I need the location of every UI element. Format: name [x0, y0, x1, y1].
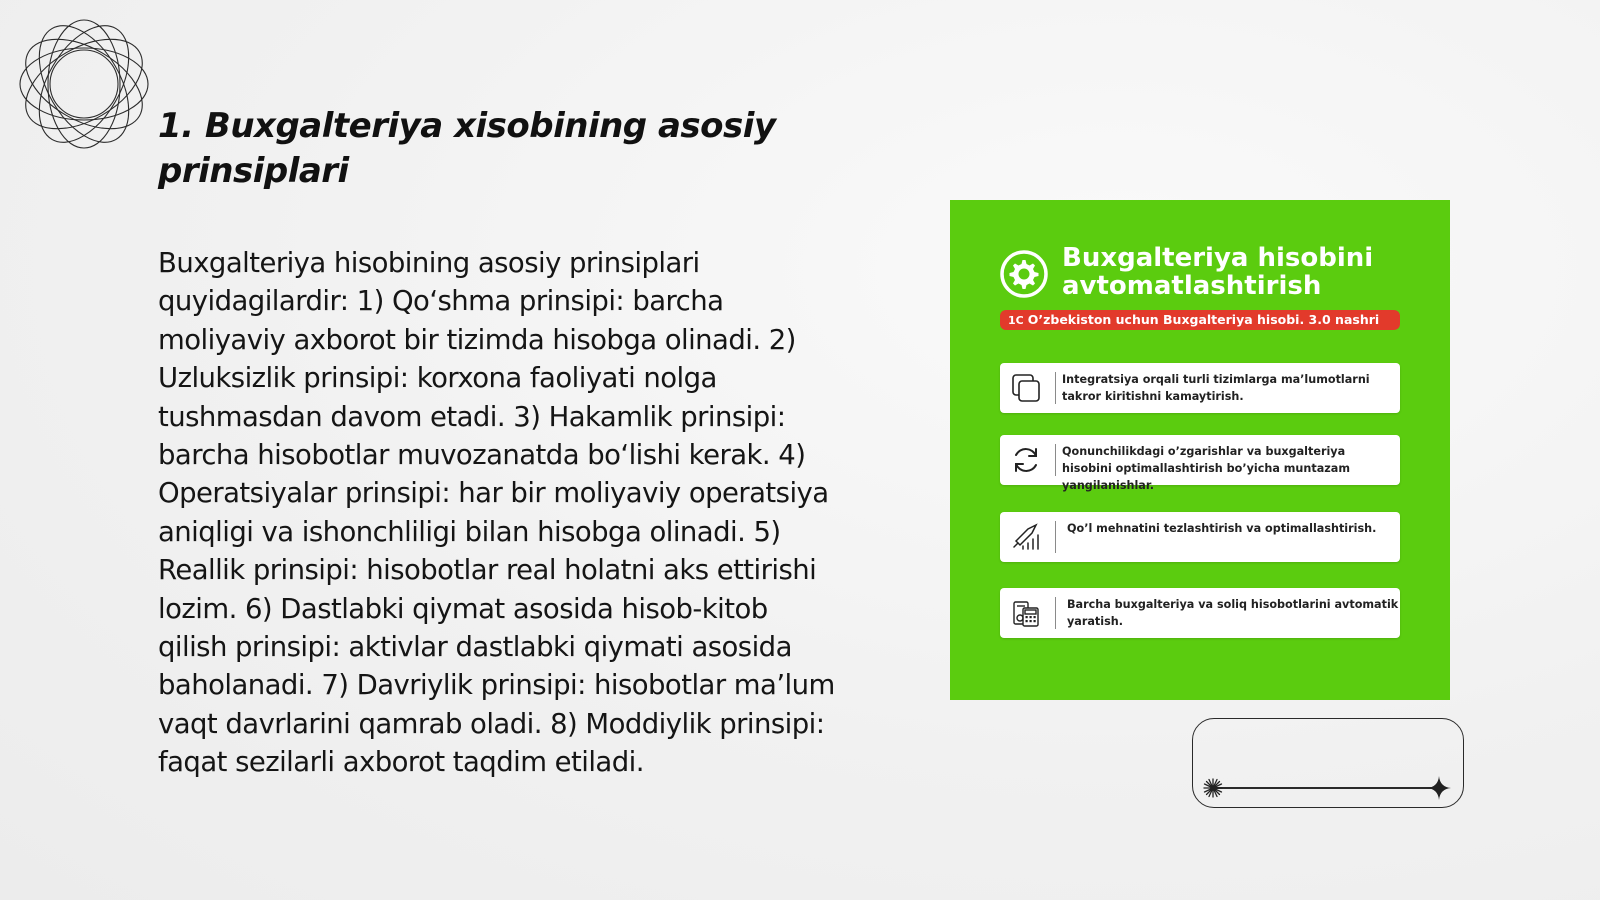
- feature-item: [1000, 435, 1400, 492]
- sparkle-icon: [1201, 776, 1225, 800]
- slide-body-text: Buxgalteriya hisobining asosiy prinsiplari quyidagilardir: 1) Qo‘shma prinsipi: barcha moliyaviy axborot bir tizimda hisobga olinadi. 2) Uzluksizlik prinsipi: korxona faoliyati nolga tushmasdan davom etadi. 3) Hakamlik prinsipi: barcha hisobotlar muvozanatda bo‘lishi kerak. 4) Operatsiyalar prinsipi: har bir moliyaviy operatsiya aniqligi va ishonchliligi bilan hisobga olinadi. 5) Reallik prinsipi: hisobotlar real holatni aks ettirishi lozim. 6) Dastlabki qiymat asosida hisob-kitob qilish prinsipi: aktivlar dastlabki qiymati asosida baholanadi. 7) Davriylik prinsipi: hisobotlar ma’lum vaqt davrlarini qamrab oladi. 8) Moddiylik prinsipi: faqat sezilarli axborot taqdim etiladi.: [158, 247, 835, 779]
- feature-divider: [1055, 521, 1056, 553]
- integration-icon: [1010, 372, 1042, 404]
- feature-divider: [1055, 444, 1056, 476]
- feature-item: [1000, 588, 1400, 638]
- feature-text: Qonunchilikdagi o’zgarishlar va buxgalteriya hisobini optimallashtirish bo’yicha muntazam yangilanishlar.: [1062, 445, 1350, 492]
- feature-text: Qo’l mehnatini tezlashtirish va optimallashtirish.: [1067, 522, 1377, 535]
- ornament-icon: [10, 10, 158, 158]
- promo-title: Buxgalteriya hisobini avtomatlashtirish: [1062, 243, 1374, 301]
- feature-text: Integratsiya orqali turli tizimlarga ma’lumotlarni takror kiritishni kamaytirish.: [1062, 373, 1370, 403]
- feature-text: Barcha buxgalteriya va soliq hisobotlarini avtomatik yaratish.: [1067, 598, 1399, 628]
- rocket-growth-icon: [1010, 521, 1042, 553]
- feature-item: [1000, 512, 1400, 562]
- brand-1c-icon: 1C: [1008, 314, 1024, 327]
- feature-divider: [1055, 372, 1056, 404]
- slide-title: 1. Buxgalteriya xisobining asosiy prinsiplari: [158, 106, 776, 191]
- feature-item: [1000, 363, 1400, 413]
- gear-icon: [998, 248, 1050, 300]
- promo-subtitle-badge: [1000, 310, 1400, 330]
- promo-card: [950, 200, 1450, 700]
- decorative-capsule-frame: [1192, 718, 1464, 808]
- promo-subtitle: O’zbekiston uchun Buxgalteriya hisobi. 3.0 nashri: [1027, 312, 1380, 327]
- plus-star-icon: [1425, 774, 1453, 802]
- feature-divider: [1055, 597, 1056, 629]
- refresh-icon: [1010, 444, 1042, 476]
- capsule-line: [1215, 787, 1439, 789]
- calculator-report-icon: [1010, 597, 1042, 629]
